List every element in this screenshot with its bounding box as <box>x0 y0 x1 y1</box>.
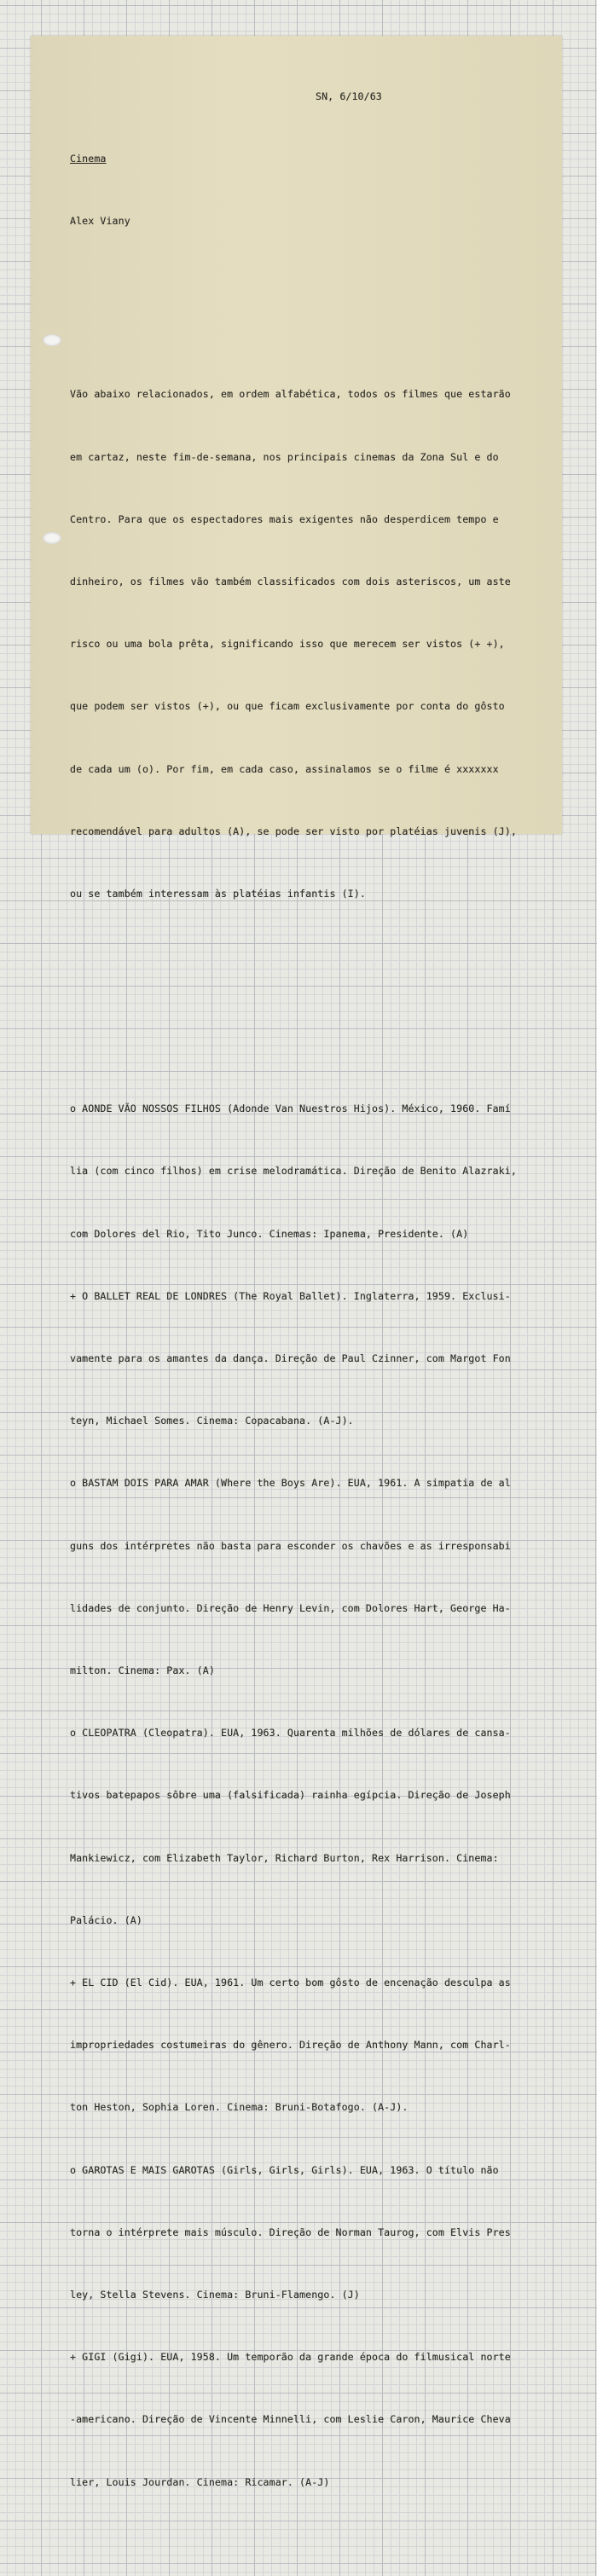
intro-line: Vão abaixo relacionados, em ordem alfabética, todos os filmes que estarão <box>70 388 511 401</box>
film-line: lier, Louis Jourdan. Cinema: Ricamar. (A-J) <box>70 2475 330 2488</box>
film-line: Palácio. (A) <box>70 1913 142 1926</box>
spacer <box>70 987 558 994</box>
intro-line: de cada um (o). Por fim, em cada caso, assinalamos se o filme é xxxxxxx <box>70 762 499 775</box>
film-line: o BASTAM DOIS PARA AMAR (Where the Boys Are). EUA, 1961. A simpatia de al <box>70 1477 511 1490</box>
film-listings <box>70 1056 558 2533</box>
film-line: teyn, Michael Somes. Cinema: Copacabana. (A-J). <box>70 1415 354 1427</box>
film-line: o GAROTAS E MAIS GAROTAS (Girls, Girls, Girls). EUA, 1963. O título não <box>70 2163 499 2176</box>
punch-hole-top <box>43 334 61 346</box>
spacer <box>70 273 558 280</box>
intro-line: Centro. Para que os espectadores mais exigentes não desperdicem tempo e <box>70 512 499 525</box>
intro-line: dinheiro, os filmes vão também classificados com dois asteriscos, um aste <box>70 576 511 588</box>
film-line: impropriedades costumeiras do gênero. Direção de Anthony Mann, com Charl- <box>70 2039 511 2052</box>
intro-line: em cartaz, neste fim-de-semana, nos principais cinemas da Zona Sul e do <box>70 450 499 463</box>
film-line: + EL CID (El Cid). EUA, 1961. Um certo bom gôsto de encenação desculpa as <box>70 1976 511 1988</box>
film-line: guns dos intérpretes não basta para esconder os chavões e as irresponsabi <box>70 1539 511 1552</box>
intro-paragraph <box>70 343 558 946</box>
section-title: Cinema <box>70 153 107 165</box>
film-line: lidades de conjunto. Direção de Henry Levin, com Dolores Hart, George Ha- <box>70 1601 511 1614</box>
film-line: torna o intérprete mais músculo. Direção de Norman Taurog, com Elvis Pres <box>70 2226 511 2238</box>
film-line: -americano. Direção de Vincente Minnelli, com Leslie Caron, Maurice Cheva <box>70 2413 511 2426</box>
punch-hole-bottom <box>43 532 61 544</box>
film-line: ley, Stella Stevens. Cinema: Bruni-Flamengo. (J) <box>70 2288 360 2301</box>
author-name: Alex Viany <box>70 215 130 228</box>
film-line: lia (com cinco filhos) em crise melodramática. Direção de Benito Alazraki, <box>70 1165 517 1178</box>
intro-line: que podem ser vistos (+), ou que ficam exclusivamente por conta do gôsto <box>70 700 505 713</box>
page-text <box>70 44 558 2576</box>
film-line: com Dolores del Rio, Tito Junco. Cinemas: Ipanema, Presidente. (A) <box>70 1227 469 1240</box>
intro-line: ou se também interessam às platéias infantis (I). <box>70 888 366 900</box>
film-line: vamente para os amantes da dança. Direção de Paul Czinner, com Margot Fon <box>70 1352 511 1364</box>
film-line: tivos batepapos sôbre uma (falsificada) rainha egípcia. Direção de Joseph <box>70 1789 511 1802</box>
film-line: ton Heston, Sophia Loren. Cinema: Bruni-Botafogo. (A-J). <box>70 2101 409 2114</box>
date-line: SN, 6/10/63 <box>316 90 382 102</box>
typewritten-page <box>31 36 562 2488</box>
film-line: + O BALLET REAL DE LONDRES (The Royal Ballet). Inglaterra, 1959. Exclusi- <box>70 1289 511 1302</box>
film-line: milton. Cinema: Pax. (A) <box>70 1664 215 1676</box>
intro-line: recomendável para adultos (A), se pode ser visto por platéias juvenis (J), <box>70 825 517 837</box>
film-line: Mankiewicz, com Elizabeth Taylor, Richard Burton, Rex Harrison. Cinema: <box>70 1851 499 1864</box>
film-line: o CLEOPATRA (Cleopatra). EUA, 1963. Quarenta milhões de dólares de cansa- <box>70 1727 511 1740</box>
intro-line: risco ou uma bola prêta, significando isso que merecem ser vistos (+ +), <box>70 638 505 651</box>
film-line: o AONDE VÃO NOSSOS FILHOS (Adonde Van Nuestros Hijos). México, 1960. Famí <box>70 1103 511 1115</box>
film-line: + GIGI (Gigi). EUA, 1958. Um temporão da grande época do filmusical norte <box>70 2351 511 2364</box>
